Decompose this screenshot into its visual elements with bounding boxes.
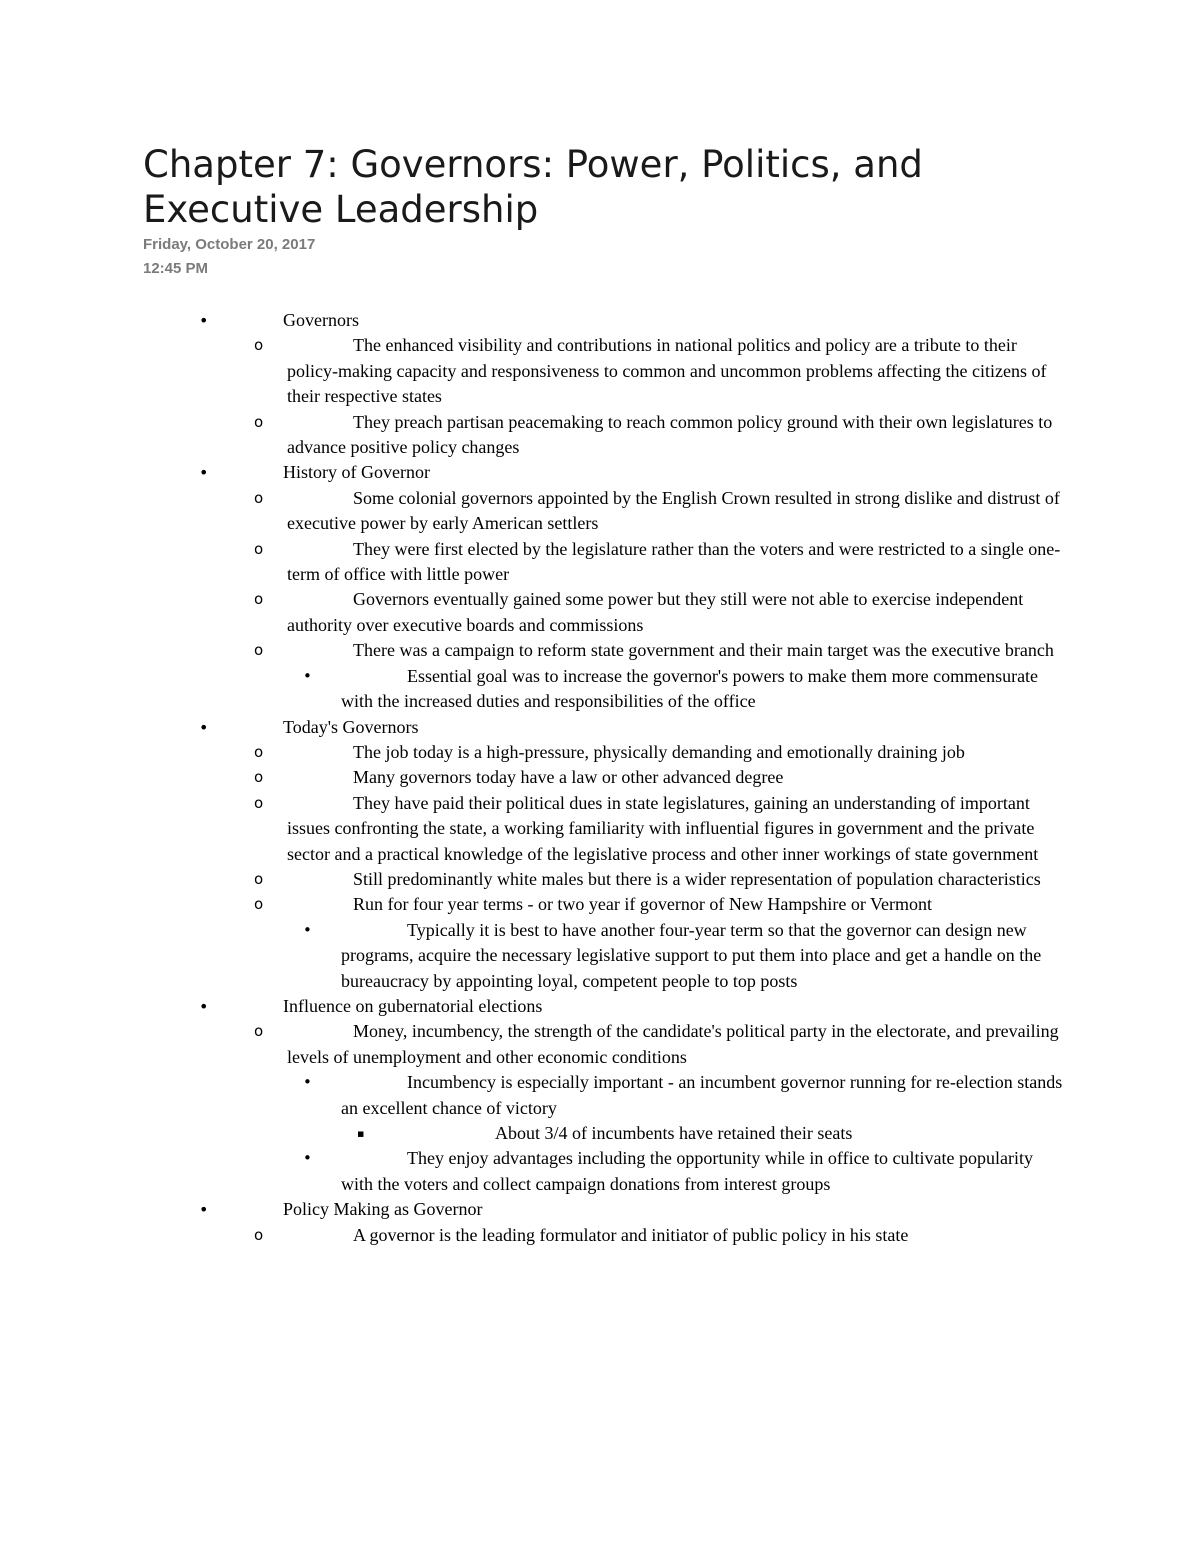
outline-item-level-2: [254, 410, 1067, 461]
outline-item-text: Still predominantly white males but there is a wider representation of population characteristics: [353, 868, 1041, 889]
bullet-circle-icon: o: [254, 742, 264, 761]
bullet-square-icon: ▪: [357, 1127, 365, 1140]
bullet-circle-icon: o: [254, 539, 264, 558]
created-date: Friday, October 20, 2017: [143, 236, 316, 253]
bullet-disc-icon: •: [199, 717, 209, 737]
outline-item-text: About 3/4 of incumbents have retained their seats: [495, 1123, 853, 1143]
bullet-circle-icon: o: [254, 488, 264, 507]
bullet-disc-icon: •: [199, 996, 209, 1016]
outline-item-level-1: [199, 715, 1073, 740]
outline-item-level-2: [254, 638, 1067, 663]
outline-item-level-2: [254, 333, 1067, 409]
outline-list: [0, 308, 1200, 1248]
outline-item-level-1: [199, 994, 1073, 1019]
outline-item-text: They have paid their political dues in state legislatures, gaining an understanding of important issues confronting the state, a working familiarity with influential figures in government and the private sector and a practical knowledge of the legislative process and other inner workings of state government: [287, 792, 1039, 864]
bullet-circle-icon: o: [254, 641, 264, 660]
outline-item-text: History of Governor: [283, 462, 430, 483]
created-time: 12:45 PM: [143, 260, 209, 277]
outline-item-level-1: [199, 1197, 1073, 1222]
bullet-circle-icon: o: [254, 869, 264, 888]
outline-item-text: They were first elected by the legislature rather than the voters and were restricted to a single one-term of office with little power: [287, 538, 1061, 585]
outline-item-text: Influence on gubernatorial elections: [283, 995, 543, 1016]
outline-item-level-2: [254, 1223, 1067, 1248]
outline-item-level-2: [254, 740, 1067, 765]
outline-item-level-3: [303, 1070, 1067, 1121]
outline-item-text: The enhanced visibility and contributions in national politics and policy are a tribute to their policy-making capacity and responsiveness to common and uncommon problems affecting the citizens of their respective states: [287, 335, 1047, 407]
bullet-circle-icon: o: [254, 895, 264, 914]
outline-item-text: Today's Governors: [283, 716, 419, 737]
outline-item-text: The job today is a high-pressure, physically demanding and emotionally draining job: [353, 741, 965, 762]
bullet-circle-icon: o: [254, 412, 264, 431]
outline-item-text: A governor is the leading formulator and initiator of public policy in his state: [353, 1224, 909, 1245]
page-title: Chapter 7: Governors: Power, Politics, and Executive Leadership: [143, 143, 923, 231]
outline-item-level-2: [254, 587, 1067, 638]
bullet-circle-icon: o: [254, 768, 264, 787]
outline-item-level-2: [254, 791, 1067, 867]
bullet-circle-icon: o: [254, 590, 264, 609]
outline-item-level-1: [199, 308, 1073, 333]
outline-item-level-4: [357, 1121, 1055, 1146]
bullet-disc-icon: •: [199, 1200, 209, 1220]
bullet-disc-icon: •: [303, 920, 312, 939]
outline-item-text: Some colonial governors appointed by the English Crown resulted in strong dislike and distrust of executive power by early American settlers: [287, 487, 1060, 534]
outline-item-level-2: [254, 892, 1067, 917]
outline-item-level-2: [254, 486, 1067, 537]
outline-item-level-2: [254, 537, 1067, 588]
bullet-disc-icon: •: [199, 311, 209, 330]
outline-item-text: Incumbency is especially important - an incumbent governor running for re-election stands an excellent chance of victory: [341, 1072, 1063, 1118]
outline-item-text: Many governors today have a law or other advanced degree: [353, 767, 784, 788]
bullet-circle-icon: o: [254, 1225, 264, 1244]
outline-item-text: Governors: [283, 310, 359, 330]
outline-item-text: There was a campaign to reform state government and their main target was the executive branch: [353, 640, 1054, 661]
outline-item-level-2: [254, 1019, 1067, 1070]
bullet-disc-icon: •: [303, 1149, 312, 1168]
outline-item-level-2: [254, 867, 1067, 892]
outline-item-text: Money, incumbency, the strength of the candidate's political party in the electorate, and prevailing levels of unemployment and other economic conditions: [287, 1021, 1059, 1067]
outline-item-text: They enjoy advantages including the opportunity while in office to cultivate popularity with the voters and collect campaign donations from interest groups: [341, 1148, 1034, 1194]
outline-item-level-3: [303, 664, 1067, 715]
outline-item-level-2: [254, 765, 1067, 790]
outline-item-text: Run for four year terms - or two year if governor of New Hampshire or Vermont: [353, 894, 932, 915]
bullet-disc-icon: •: [303, 1073, 312, 1092]
bullet-disc-icon: •: [199, 463, 209, 483]
bullet-circle-icon: o: [254, 793, 264, 812]
outline-item-text: Governors eventually gained some power but they still were not able to exercise independent authority over executive boards and commissions: [287, 589, 1024, 635]
bullet-circle-icon: o: [254, 1022, 264, 1041]
outline-item-text: They preach partisan peacemaking to reach common policy ground with their own legislatures to advance positive policy changes: [287, 411, 1053, 458]
bullet-circle-icon: o: [254, 336, 264, 355]
bullet-disc-icon: •: [303, 666, 312, 685]
outline-item-level-3: [303, 918, 1067, 994]
outline-item-text: Essential goal was to increase the governor's powers to make them more commensurate with the increased duties and responsibilities of the office: [341, 665, 1039, 712]
outline-item-text: Policy Making as Governor: [283, 1199, 483, 1220]
outline-item-level-3: [303, 1146, 1067, 1197]
outline-item-text: Typically it is best to have another four-year term so that the governor can design new programs, acquire the necessary legislative support to put them into place and get a handle on the bureaucracy by appointing loyal, competent people to top posts: [341, 919, 1042, 991]
outline-item-level-1: [199, 460, 1073, 485]
